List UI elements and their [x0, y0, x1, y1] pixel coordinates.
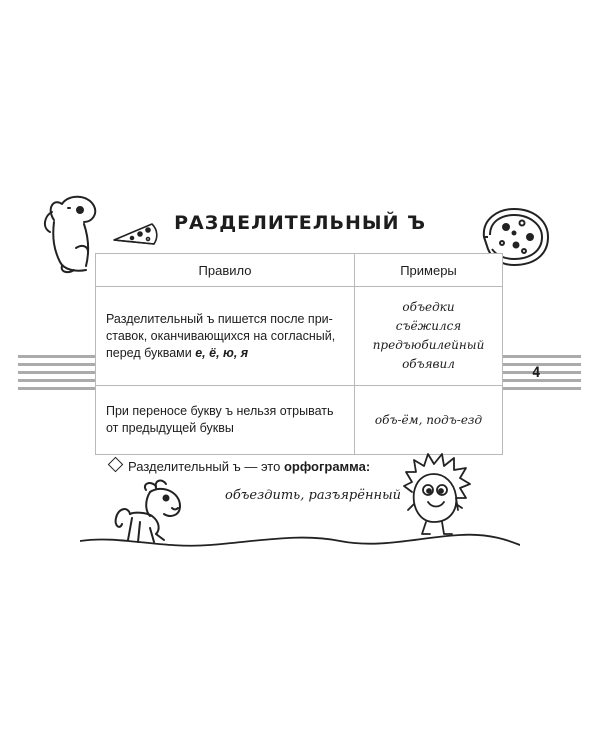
example-words: объездить, разъярённый [225, 488, 402, 503]
page-title: РАЗДЕЛИТЕЛЬНЫЙ Ъ [174, 212, 426, 234]
header-examples: Примеры [355, 254, 503, 287]
diamond-bullet-icon [108, 457, 124, 473]
horse-icon [110, 478, 190, 548]
hedgehog-icon [400, 452, 472, 542]
rule-text: При переносе букву ъ нельзя отрывать от предыдущей буквы [106, 404, 334, 435]
example-word: объедки [402, 300, 455, 314]
rules-table [95, 253, 503, 455]
note-text: Разделительный ъ — это [128, 459, 284, 474]
examples-cell [355, 386, 503, 455]
examples-cell [355, 287, 503, 386]
orthogram-note [110, 459, 370, 474]
table-row [96, 386, 503, 455]
example-word: предъюбилейный [372, 338, 485, 352]
rule-cell [96, 386, 355, 455]
example-word: объ-ём, подъ-езд [374, 412, 483, 427]
header-rule: Правило [96, 254, 355, 287]
page-number: 4 [532, 365, 541, 381]
rule-text: Разделительный ъ пишется после приставок, оканчивающихся на согласный, перед буквами [106, 311, 336, 360]
dog-icon [40, 192, 100, 276]
table-row [96, 287, 503, 386]
left-stripe [18, 355, 95, 391]
rule-cell [96, 287, 355, 386]
example-word: съёжился [395, 319, 462, 333]
right-stripe [503, 355, 581, 391]
note-bold: орфограмма: [283, 459, 371, 474]
rule-letters: е, ё, ю, я [195, 345, 249, 360]
example-word: объявил [402, 357, 455, 371]
